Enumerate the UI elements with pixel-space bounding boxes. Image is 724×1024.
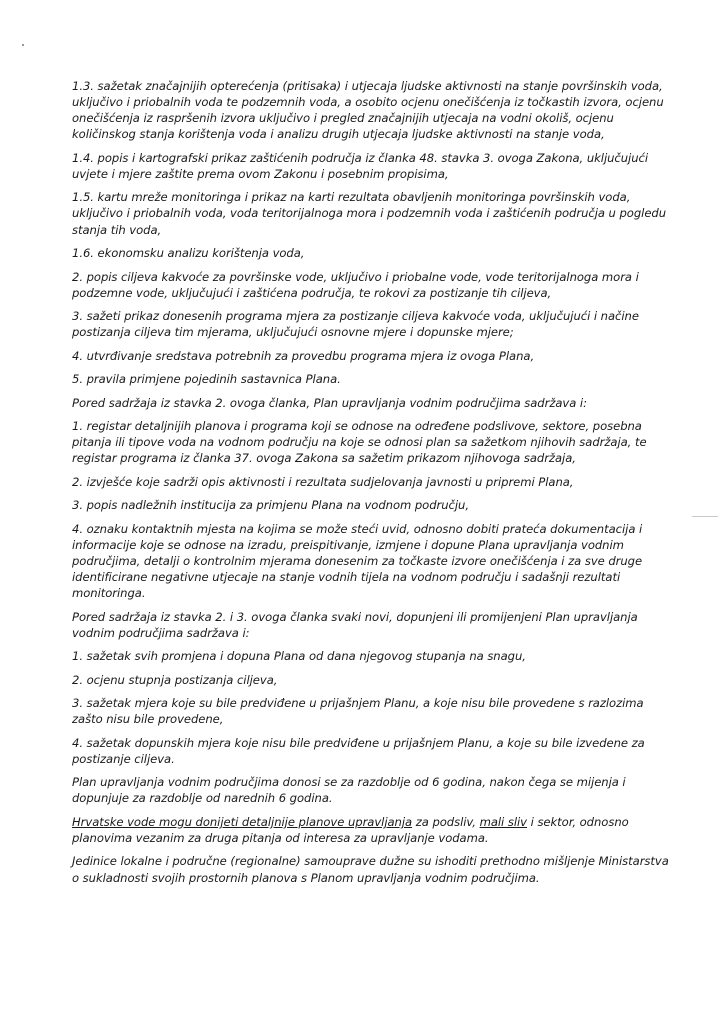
paragraph-2: 2. popis ciljeva kakvoće za površinske vode, uključivo i priobalne vode, vode teritorijalnoga mora i podzemne vode, uključujući i zaštićena područja, te rokovi za postizanje tih ciljeva,	[72, 269, 639, 300]
paragraph-1-3: 1.3. sažetak značajnijih opterećenja (pritisaka) i utjecaja ljudske aktivnosti na stanje površinskih voda, uključivo i priobalnih voda te podzemnih voda, a osobito ocjenu onečišćenja iz točkastih izvora, ocjenu onečišćenja iz raspršenih izvora uključivo i pregled značajnijih utjecaja na vodni okoliš, ocjenu količinskog stanja korištenja voda i analizu drugih utjecaja ljudske aktivnosti na stanje voda,	[72, 79, 664, 142]
paragraph-1-6: 1.6. ekonomsku analizu korištenja voda,	[72, 246, 305, 261]
document-body	[72, 78, 672, 893]
text-segment: za podsliv,	[412, 814, 480, 829]
paragraph-4: 4. utvrđivanje sredstava potrebnih za provedbu programa mjera iz ovoga Plana,	[72, 348, 535, 363]
text-segment: i sektor, odnosno planovima vezanim za druga pitanja od interesa za upravljanje vodama.	[72, 814, 629, 845]
scan-speck	[22, 44, 24, 46]
paragraph-intro-3: Pored sadržaja iz stavka 2. i 3. ovoga članka svaki novi, dopunjeni ili promijenjeni Plan upravljanja vodnim područjima sadržava i:	[72, 609, 638, 640]
paragraph-1-5: 1.5. kartu mreže monitoringa i prikaz na karti rezultata obavljenih monitoringa površinskih voda, uključivo i priobalnih voda, voda teritorijalnoga mora i podzemnih voda i zaštićenih područja u pogledu stanja tih voda,	[72, 190, 667, 237]
paragraph-5: 5. pravila primjene pojedinih sastavnica Plana.	[72, 372, 341, 387]
paragraph-local-units: Jedinice lokalne i područne (regionalne) samouprave dužne su ishoditi prethodno mišljenje Ministarstva o sukladnosti svojih prostornih planova s Planom upravljanja vodnim područjima.	[72, 854, 669, 885]
paragraph-c2: 2. ocjenu stupnja postizanja ciljeva,	[72, 672, 278, 687]
scan-mark	[692, 516, 718, 517]
paragraph-b4: 4. oznaku kontaktnih mjesta na kojima se može steći uvid, odnosno dobiti prateća dokumentacija i informacije koje se odnose na izradu, preispitivanje, izmjene i dopune Plana upravljanja vodnim područjima, detalji o kontrolnim mjerama donesenim za točkaste izvore onečišćenja i za sve druge identificirane negativne utjecaje na stanje vodnih tijela na vodnom području i sadašnji rezultati monitoringa.	[72, 521, 643, 601]
paragraph-hrvatske-vode	[72, 814, 672, 846]
paragraph-3: 3. sažeti prikaz donesenih programa mjera za postizanje ciljeva kakvoće voda, uključujući i načine postizanja ciljeva tim mjerama, uključujući osnovne mjere i dopunske mjere;	[72, 309, 639, 340]
paragraph-c1: 1. sažetak svih promjena i dopuna Plana od dana njegovog stupanja na snagu,	[72, 649, 526, 664]
underlined-phrase-detailed-plans: Hrvatske vode mogu donijeti detaljnije planove upravljanja	[72, 814, 413, 829]
paragraph-b3: 3. popis nadležnih institucija za primjenu Plana na vodnom području,	[72, 498, 469, 513]
paragraph-1-4: 1.4. popis i kartografski prikaz zaštićenih područja iz članka 48. stavka 3. ovoga Zakona, uključujući uvjete i mjere zaštite prema ovom Zakonu i posebnim propisima,	[72, 150, 649, 181]
paragraph-b1: 1. registar detaljnijih planova i programa koji se odnose na određene podslivove, sektore, posebna pitanja ili tipove voda na vodnom području na koje se odnosi plan sa sažetkom njihovih sadržaja, te registar programa iz članka 37. ovoga Zakona sa sažetim prikazom njihovoga sadržaja,	[72, 419, 647, 466]
paragraph-plan-period: Plan upravljanja vodnim područjima donosi se za razdoblje od 6 godina, nakon čega se mijenja i dopunjuje za razdoblje od narednih 6 godina.	[72, 775, 626, 806]
underlined-phrase-small-basin: mali sliv	[479, 814, 527, 829]
paragraph-b2: 2. izvješće koje sadrži opis aktivnosti i rezultata sudjelovanja javnosti u pripremi Plana,	[72, 474, 574, 489]
paragraph-c3: 3. sažetak mjera koje su bile predviđene u prijašnjem Planu, a koje nisu bile provedene s razlozima zašto nisu bile provedene,	[72, 696, 644, 727]
paragraph-intro-2: Pored sadržaja iz stavka 2. ovoga članka, Plan upravljanja vodnim područjima sadržava i:	[72, 395, 587, 410]
paragraph-c4: 4. sažetak dopunskih mjera koje nisu bile predviđene u prijašnjem Planu, a koje su bile izvedene za postizanje ciljeva.	[72, 735, 645, 766]
